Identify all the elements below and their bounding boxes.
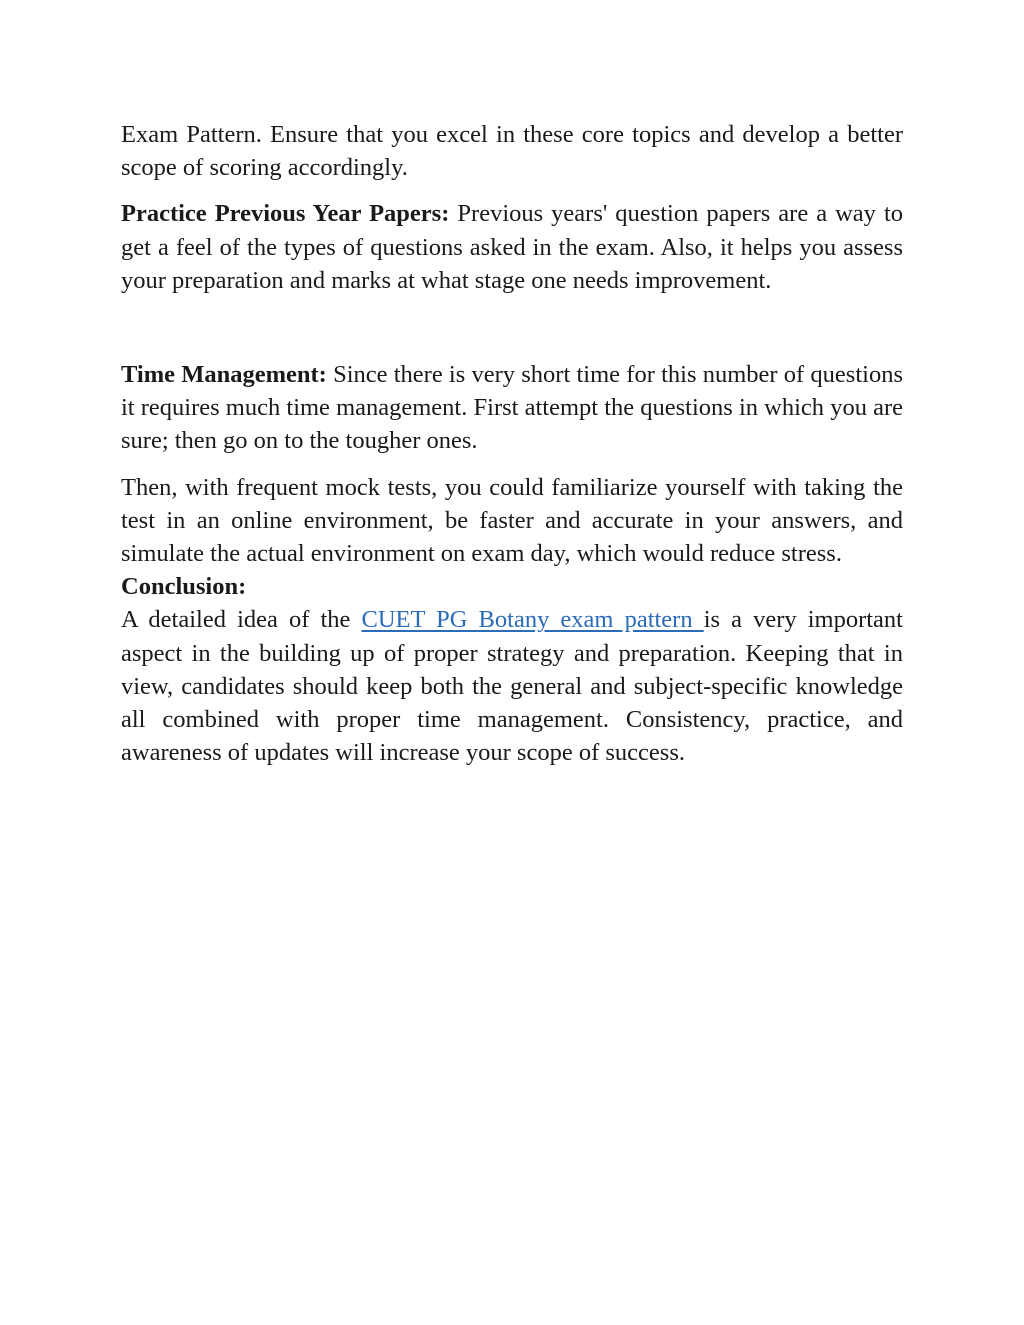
paragraph-text: Previous years' question papers are a way to get a feel of the types of questions asked in the exam. Also, it helps you assess your preparation and marks at what stage one needs improvement.	[121, 200, 904, 294]
practice-papers-label: Practice Previous Year Papers:	[121, 200, 450, 228]
time-management-label: Time Management:	[121, 361, 327, 389]
exam-pattern-link[interactable]: CUET PG Botany exam pattern	[361, 606, 704, 634]
practice-papers-paragraph	[121, 197, 903, 297]
time-management-paragraph	[121, 358, 903, 458]
exam-pattern-paragraph	[121, 118, 903, 184]
conclusion-paragraph	[121, 603, 903, 769]
paragraph-text: is a very important aspect in the building up of proper strategy and preparation. Keeping that in view, candidates should keep both the general and subject-specific knowledge all combined with proper time management. Consistency, practice, and awareness of updates will increase your scope of success.	[121, 606, 903, 767]
paragraph-text: Since there is very short time for this number of questions it requires much time management. First attempt the questions in which you are sure; then go on to the tougher ones.	[121, 361, 903, 455]
paragraph-text: Exam Pattern. Ensure that you excel in these core topics and develop a better scope of scoring accordingly.	[121, 121, 903, 182]
conclusion-heading: Conclusion:	[121, 573, 247, 601]
paragraph-text: A detailed idea of the	[121, 606, 362, 634]
paragraph-text: Then, with frequent mock tests, you could familiarize yourself with taking the test in an online environment, be faster and accurate in your answers, and simulate the actual environment on exam day, which would reduce stress.	[121, 473, 903, 568]
mock-tests-paragraph	[121, 471, 903, 571]
document-page	[121, 118, 903, 769]
